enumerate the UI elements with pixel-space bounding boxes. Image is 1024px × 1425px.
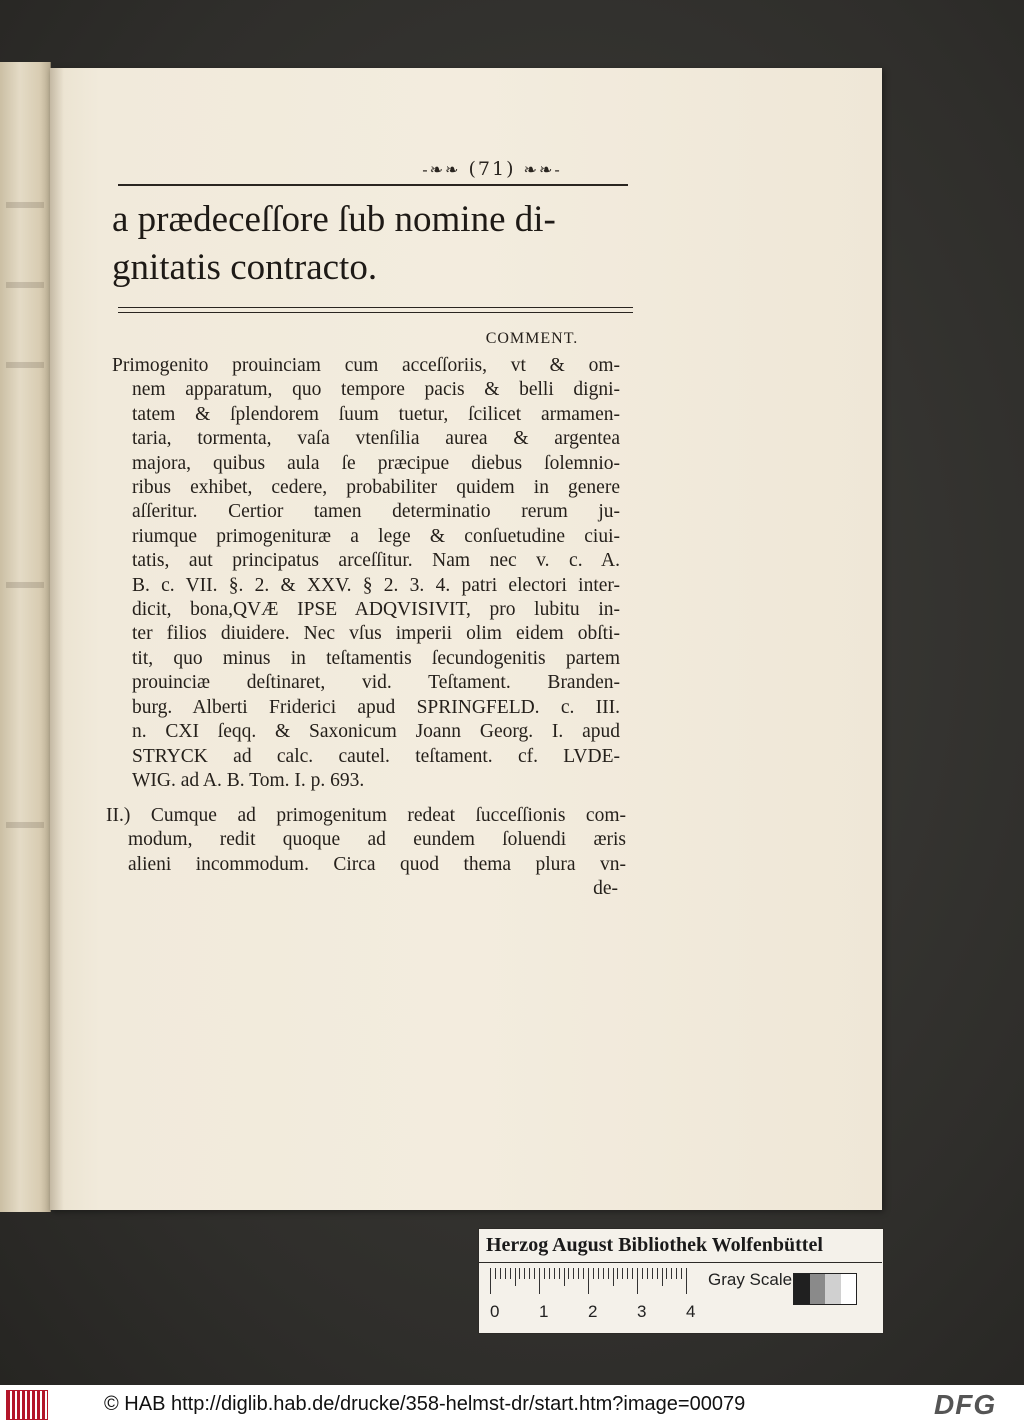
gray-swatch-cell: [810, 1274, 826, 1304]
text-line: riumque primogenituræ a lege & conſuetudine ciui-: [132, 525, 620, 547]
ruler-tick: [519, 1268, 520, 1279]
ruler-tick: [568, 1268, 569, 1279]
ruler-tick: [559, 1268, 560, 1279]
text-line: nem apparatum, quo tempore pacis & belli digni-: [132, 379, 620, 401]
ornament-right: ❧❧-: [523, 160, 562, 179]
ruler-tick: [505, 1268, 506, 1279]
text-line: modum, redit quoque ad eundem ſoluendi æris: [128, 829, 626, 851]
ruler-tick: [632, 1268, 633, 1279]
title-line: a prædeceſſore ſub nomine di-: [112, 199, 556, 240]
ruler-tick: [578, 1268, 579, 1279]
page-title: [112, 196, 632, 292]
ruler-tick: [603, 1268, 604, 1279]
text-line: tatis, aut principatus arceſſitur. Nam nec v. c. A.: [132, 550, 620, 572]
text-line: ribus exhibet, cedere, probabiliter quidem in genere: [132, 477, 620, 499]
ruler-tick: [662, 1268, 663, 1286]
ruler-number: 3: [637, 1302, 647, 1321]
ruler-tick: [608, 1268, 609, 1279]
ruler-tick: [500, 1268, 501, 1279]
text-line: B. c. VII. §. 2. & XXV. § 2. 3. 4. patri electori inter-: [132, 574, 620, 596]
ruler-tick: [642, 1268, 643, 1279]
text-line: alieni incommodum. Circa quod thema plura vn-: [128, 853, 626, 875]
page-header: [0, 158, 1004, 180]
ruler-tick: [671, 1268, 672, 1279]
gray-swatch-cell: [794, 1274, 810, 1304]
ruler-tick: [524, 1268, 525, 1279]
comment-heading: COMMENT.: [485, 330, 579, 347]
gray-scale-label: Gray Scale: [708, 1270, 793, 1289]
page-gutter-shadow: [50, 68, 64, 1210]
gray-swatch-cell: [825, 1274, 841, 1304]
text-line: taria, tormenta, vaſa vtenſilia aurea & argentea: [132, 428, 620, 450]
ruler-tick: [676, 1268, 677, 1279]
ruler-number: 4: [686, 1302, 696, 1321]
hab-barcode-icon: [6, 1390, 48, 1420]
ruler-tick: [657, 1268, 658, 1279]
ruler-tick: [588, 1268, 589, 1294]
gray-scale-swatch: [793, 1273, 857, 1305]
text-line: majora, quibus aula ſe præcipue diebus ſolemnio-: [132, 452, 620, 474]
text-line: Primogenito prouinciam cum acceſſoriis, vt & om-: [112, 355, 620, 376]
ruler-number: 2: [588, 1302, 598, 1321]
page-number: (71): [468, 158, 516, 180]
ruler-tick: [554, 1268, 555, 1279]
ruler-number: 1: [539, 1302, 549, 1321]
ruler-tick: [637, 1268, 638, 1294]
ornament-left: -❧❧: [422, 160, 461, 179]
ruler-tick: [490, 1268, 491, 1294]
text-line: tit, quo minus in teſtamentis ſecundogenitis partem: [132, 647, 620, 669]
ruler-tick: [647, 1268, 648, 1279]
ruler-tick: [652, 1268, 653, 1279]
title-line: gnitatis contracto.: [112, 247, 378, 288]
text-line: aſſeritur. Certior tamen determinatio rerum ju-: [132, 501, 620, 523]
ruler-tick: [617, 1268, 618, 1279]
ruler-tick: [495, 1268, 496, 1279]
ruler-tick: [534, 1268, 535, 1279]
section-2: [106, 804, 626, 902]
ruler-tick: [515, 1268, 516, 1286]
ruler-tick: [510, 1268, 511, 1279]
comment-body: [112, 354, 620, 793]
footer-credit-link[interactable]: © HAB http://diglib.hab.de/drucke/358-helmst-dr/start.htm?image=00079: [104, 1393, 746, 1415]
ruler-tick: [627, 1268, 628, 1279]
text-line: STRYCK ad calc. cautel. teſtament. cf. LVDE-: [132, 745, 620, 767]
ruler-tick: [564, 1268, 565, 1286]
text-line: n. CXI ſeqq. & Saxonicum Joann Georg. I. apud: [132, 721, 620, 743]
ruler-tick: [613, 1268, 614, 1286]
text-line: burg. Alberti Friderici apud SPRINGFELD. c. III.: [132, 696, 620, 718]
ruler-tick: [529, 1268, 530, 1279]
ruler-tick: [544, 1268, 545, 1279]
ruler-tick: [622, 1268, 623, 1279]
ruler-tick: [573, 1268, 574, 1279]
text-line: WIG. ad A. B. Tom. I. p. 693.: [132, 769, 365, 791]
ruler-tick: [539, 1268, 540, 1294]
text-line: tatem & ſplendorem ſuum tuetur, ſcilicet armamen-: [132, 403, 620, 425]
header-rule: [118, 184, 628, 186]
ruler-tick: [549, 1268, 550, 1279]
institution-name: Herzog August Bibliothek Wolfenbüttel: [486, 1234, 823, 1256]
ruler-tick: [593, 1268, 594, 1279]
text-line: II.) Cumque ad primogenitum redeat ſucceſſionis com-: [106, 805, 626, 826]
ruler-tick: [681, 1268, 682, 1279]
text-line: ter filios diuidere. Nec vſus imperii olim eidem obſti-: [132, 623, 620, 645]
adjacent-page-edge: [0, 62, 51, 1212]
title-rule-thin: [118, 312, 633, 313]
gray-swatch-cell: [841, 1274, 857, 1304]
title-rule: [118, 307, 633, 308]
ruler-tick: [666, 1268, 667, 1279]
ruler-tick: [598, 1268, 599, 1279]
ruler-number: 0: [490, 1302, 500, 1321]
dfg-logo: DFG: [934, 1389, 997, 1420]
measurement-ruler: [490, 1268, 696, 1294]
ruler-tick: [583, 1268, 584, 1279]
card-divider: [478, 1262, 882, 1263]
catchword: de-: [593, 878, 618, 900]
text-line: dicit, bona,QVÆ IPSE ADQVISIVIT, pro lubitu in-: [132, 599, 620, 621]
text-line: prouinciæ deſtinaret, vid. Teſtament. Branden-: [132, 672, 620, 694]
ruler-tick: [686, 1268, 687, 1294]
